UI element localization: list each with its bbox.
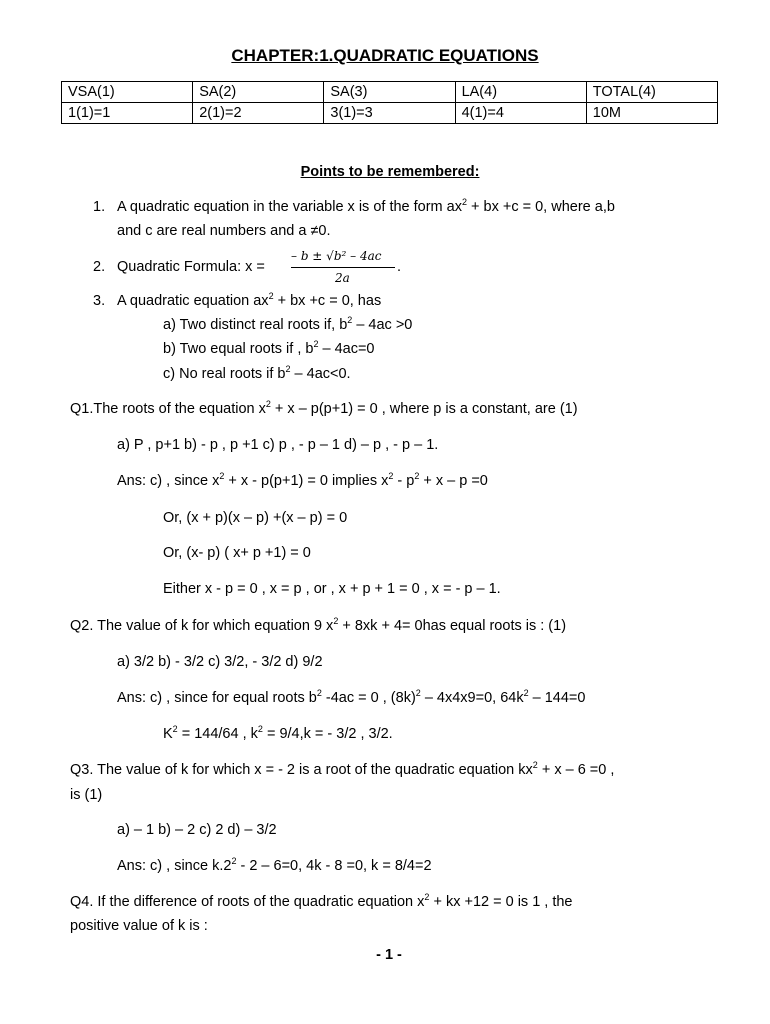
question-4: Q4. If the difference of roots of the quadratic equation $x^2$ + kx +12 = 0 is 1 , the (70, 892, 573, 910)
formula-denominator: 2a (335, 271, 350, 285)
question-1-step: Either x - p = 0 , x = p , or , x + p + 1 = 0 , x = - p – 1. (163, 581, 501, 597)
point-3-line: A quadratic equation $ax^2$ + bx +c = 0, has (117, 291, 382, 309)
question-2-step: $K^2 = 144/64$ , $k^2 = 9/4,k$ = - 3/2 , 3/2. (163, 724, 393, 742)
question-2: Q2. The value of k for which equation 9 $x^2 + 8xk + 4= 0has$ equal roots is : (1) (70, 616, 567, 634)
page-number: - 1 - (376, 947, 402, 963)
point-3b: b) Two equal roots if , $b^2 - 4ac=0$ (163, 339, 375, 357)
point-1-line-2: and c are real numbers and a ≠0. (117, 223, 331, 239)
point-number: 1. (93, 199, 106, 215)
point-number: 3. (93, 293, 106, 309)
question-4-line-2: positive value of k is : (70, 918, 208, 934)
table-cell: 1(1)=1 (62, 103, 193, 124)
table-cell: 2(1)=2 (193, 103, 324, 124)
table-cell: VSA(1) (62, 82, 193, 103)
table-cell: 3(1)=3 (324, 103, 455, 124)
question-2-answer: Ans: c) , since for equal roots $b^2$ -4ac = 0 , $(8k)^2 - 4x4x9=0$, $64k^2 - 144=0$ (117, 688, 586, 706)
formula-numerator: – b ± √b² – 4ac (291, 249, 382, 263)
question-1: Q1.The roots of the equation $x^2 + x - p(p+1) = 0$ , where p is a constant, are (1) (70, 399, 578, 417)
question-3-options: a) – 1 b) – 2 c) 2 d) – 3/2 (117, 822, 277, 838)
table-cell: SA(2) (193, 82, 324, 103)
fraction-bar (291, 267, 395, 268)
table-header-row (62, 82, 718, 103)
point-1-line-1: A quadratic equation in the variable x is of the form $ax^2$ + bx +c = 0, where a,b (117, 197, 615, 215)
question-1-step: Or, (x + p)(x – p) +(x – p) = 0 (163, 510, 348, 526)
question-3-line-2: is (1) (70, 787, 103, 803)
question-1-step: Or, (x- p) ( x+ p +1) = 0 (163, 545, 311, 561)
question-3-answer: Ans: c) , since $k.2^2 - 2 - 6=0$, 4k - 8 =0, k = 8/4=2 (117, 856, 432, 874)
table-cell: SA(3) (324, 82, 455, 103)
table-cell: 10M (586, 103, 717, 124)
point-3c: c) No real roots if $b^2 - 4ac<0$. (163, 364, 351, 382)
question-1-options: a) P , p+1 b) - p , p +1 c) p , - p – 1 d) – p , - p – 1. (117, 437, 439, 453)
points-heading: Points to be remembered: (300, 164, 480, 180)
quadratic-formula-label: Quadratic Formula: x = (117, 259, 265, 275)
table-row (62, 103, 718, 124)
table-cell: LA(4) (455, 82, 586, 103)
formula-end: . (397, 259, 402, 275)
marks-table (61, 81, 718, 124)
table-cell: 4(1)=4 (455, 103, 586, 124)
point-3a: a) Two distinct real roots if, $b^2 - 4ac >0$ (163, 315, 413, 333)
question-3: Q3. The value of k for which x = - 2 is a root of the quadratic equation $kx^2 + x - 6 =0$ , (70, 760, 615, 778)
question-1-answer: Ans: c) , since $x^2 + x - p(p+1) = 0$ implies $x^2 - p^2 + x - p =0$ (117, 471, 488, 489)
table-cell: TOTAL(4) (586, 82, 717, 103)
page-title: CHAPTER:1.QUADRATIC EQUATIONS (231, 46, 539, 65)
point-number: 2. (93, 259, 106, 275)
question-2-options: a) 3/2 b) - 3/2 c) 3/2, - 3/2 d) 9/2 (117, 654, 323, 670)
